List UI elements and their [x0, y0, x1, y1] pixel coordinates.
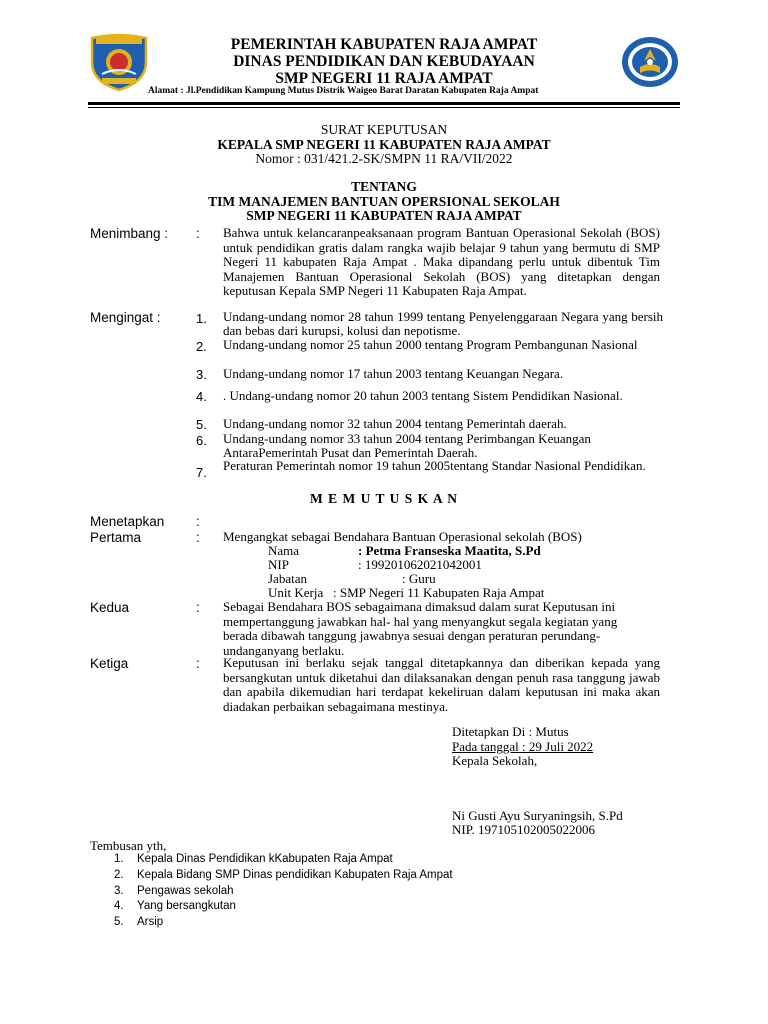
- menetapkan-label: Menetapkan: [90, 514, 165, 529]
- unit-kerja-label: Unit Kerja: [268, 585, 324, 600]
- mengingat-label: Mengingat :: [90, 310, 161, 325]
- header-line-3: SMP NEGERI 11 RAJA AMPAT: [275, 70, 493, 87]
- nip-label: NIP: [268, 557, 289, 572]
- header-line-2: DINAS PENDIDIKAN DAN KEBUDAYAAN: [233, 53, 535, 70]
- title-sub-2: SMP NEGERI 11 KABUPATEN RAJA AMPAT: [246, 208, 522, 223]
- tembusan-item-2: Kepala Bidang SMP Dinas pendidikan Kabupaten Raja Ampat: [137, 869, 453, 881]
- unit-kerja-value: : SMP Negeri 11 Kabupaten Raja Ampat: [333, 585, 545, 600]
- mengingat-item-1: Undang-undang nomor 28 tahun 1999 tentang Penyelenggaraan Negara yang bersih dan bebas dari kurupsi, kolusi dan nepotisme.: [223, 309, 663, 339]
- tembusan-item-1: Kepala Dinas Pendidikan kKabupaten Raja Ampat: [137, 853, 393, 865]
- mengingat-item-2: Undang-undang nomor 25 tahun 2000 tentang Program Pembangunan Nasional: [223, 337, 638, 352]
- mengingat-item-6: Undang-undang nomor 33 tahun 2004 tentang Perimbangan Keuangan AntaraPemerintah Pusat dan Pemerintah Daerah.: [223, 431, 591, 461]
- mengingat-num-1: 1.: [196, 311, 207, 326]
- pertama-text: Mengangkat sebagai Bendahara Bantuan Operasional sekolah (BOS): [223, 529, 582, 544]
- mengingat-item-5: Undang-undang nomor 32 tahun 2004 tentang Pemerintah daerah.: [223, 416, 567, 431]
- mengingat-item-4: . Undang-undang nomor 20 tahun 2003 tentang Sistem Pendidikan Nasional.: [223, 388, 623, 403]
- jabatan-label: Jabatan: [268, 571, 307, 586]
- kedua-colon: :: [196, 600, 200, 615]
- address-text: : Jl.Pendidikan Kampung Mutus Distrik Waigeo Barat Daratan Kabupaten Raja Ampat: [180, 86, 539, 96]
- mengingat-num-5: 5.: [196, 417, 207, 432]
- tembusan-num-5: 5.: [114, 916, 124, 928]
- kepala-sekolah: Kepala Sekolah,: [452, 753, 538, 768]
- header-rule-thin: [88, 107, 680, 108]
- ketiga-text: Keputusan ini berlaku sejak tanggal ditetapkannya dan diberikan kepada yang bersangkutan untuk diketahui dan dilaksanakan dengan penuh rasa tanggung jawab dan apabila dikemudian hari terdapat kekeliruan dalam keputusan ini maka akan diadakan perbaikan sebagaimana mestinya.: [223, 655, 660, 714]
- nama-value: : Petma Franseska Maatita, S.Pd: [358, 543, 541, 558]
- header-rule-thick: [88, 102, 680, 105]
- tembusan-num-4: 4.: [114, 900, 124, 912]
- title-surat-keputusan: SURAT KEPUTUSAN: [320, 122, 448, 137]
- jabatan-value: : Guru: [402, 571, 436, 586]
- tembusan-item-5: Arsip: [137, 916, 164, 928]
- pertama-label: Pertama: [90, 530, 142, 545]
- menetapkan-colon: :: [196, 514, 200, 529]
- header-address: [148, 86, 538, 96]
- kedua-text: Sebagai Bendahara BOS sebagaimana dimaksud dalam surat Keputusan ini mempertanggung jawabkan hal- hal yang menyangkut segala kegiatan yang berada dibawah tanggung jawabnya sesuai dengan peraturan perundang-undanganyang berlaku.: [223, 599, 618, 658]
- nama-label: Nama: [268, 543, 300, 558]
- mengingat-num-2: 2.: [196, 339, 207, 354]
- menimbang-label: Menimbang :: [90, 226, 169, 241]
- title-nomor: Nomor : 031/421.2-SK/SMPN 11 RA/VII/2022: [255, 151, 513, 166]
- memutuskan-heading: M E M U T U S K A N: [310, 491, 458, 506]
- pertama-colon: :: [196, 530, 200, 545]
- title-kepala: KEPALA SMP NEGERI 11 KABUPATEN RAJA AMPAT: [217, 137, 551, 152]
- nip-value: : 199201062021042001: [358, 557, 482, 572]
- pada-tanggal: Pada tanggal : 29 Juli 2022: [452, 739, 594, 754]
- kedua-label: Kedua: [90, 600, 130, 615]
- mengingat-item-7: Peraturan Pemerintah nomor 19 tahun 2005tentang Standar Nasional Pendidikan.: [223, 458, 646, 473]
- ketiga-colon: :: [196, 656, 200, 671]
- tembusan-num-2: 2.: [114, 869, 124, 881]
- mengingat-num-7: 7.: [196, 465, 207, 480]
- signer-name: Ni Gusti Ayu Suryaningsih, S.Pd: [452, 808, 623, 823]
- tembusan-item-3: Pengawas sekolah: [137, 885, 234, 897]
- menimbang-colon: :: [196, 226, 200, 241]
- ketiga-label: Ketiga: [90, 656, 129, 671]
- title-sub-1: TIM MANAJEMEN BANTUAN OPERSIONAL SEKOLAH: [208, 194, 560, 209]
- tembusan-num-1: 1.: [114, 853, 124, 865]
- header-line-1: PEMERINTAH KABUPATEN RAJA AMPAT: [230, 36, 538, 53]
- tembusan-title: Tembusan yth,: [90, 838, 167, 853]
- title-tentang: TENTANG: [351, 179, 417, 194]
- mengingat-num-4: 4.: [196, 389, 207, 404]
- address-label: Alamat: [148, 86, 179, 96]
- tembusan-num-3: 3.: [114, 885, 124, 897]
- mengingat-num-3: 3.: [196, 367, 207, 382]
- mengingat-item-3: Undang-undang nomor 17 tahun 2003 tentang Keuangan Negara.: [223, 366, 564, 381]
- tembusan-item-4: Yang bersangkutan: [137, 900, 236, 912]
- signer-nip: NIP. 197105102005022006: [452, 822, 596, 837]
- ditetapkan-di: Ditetapkan Di : Mutus: [452, 724, 569, 739]
- menimbang-text: Bahwa untuk kelancaranpeaksanaan program Bantuan Operasional Sekolah (BOS) untuk pendidikan gratis dalam rangka wajib belajar 9 tahun yang bermutu di SMP Negeri 11 kabupaten Raja Ampat . Maka dipandang perlu untuk dibentuk Tim Manajemen Bantuan Operasional Sekolah (BOS) yang ditetapkan dengan keputusan Kepala SMP Negeri 11 Kabupaten Raja Ampat.: [223, 225, 660, 299]
- mengingat-num-6: 6.: [196, 433, 207, 448]
